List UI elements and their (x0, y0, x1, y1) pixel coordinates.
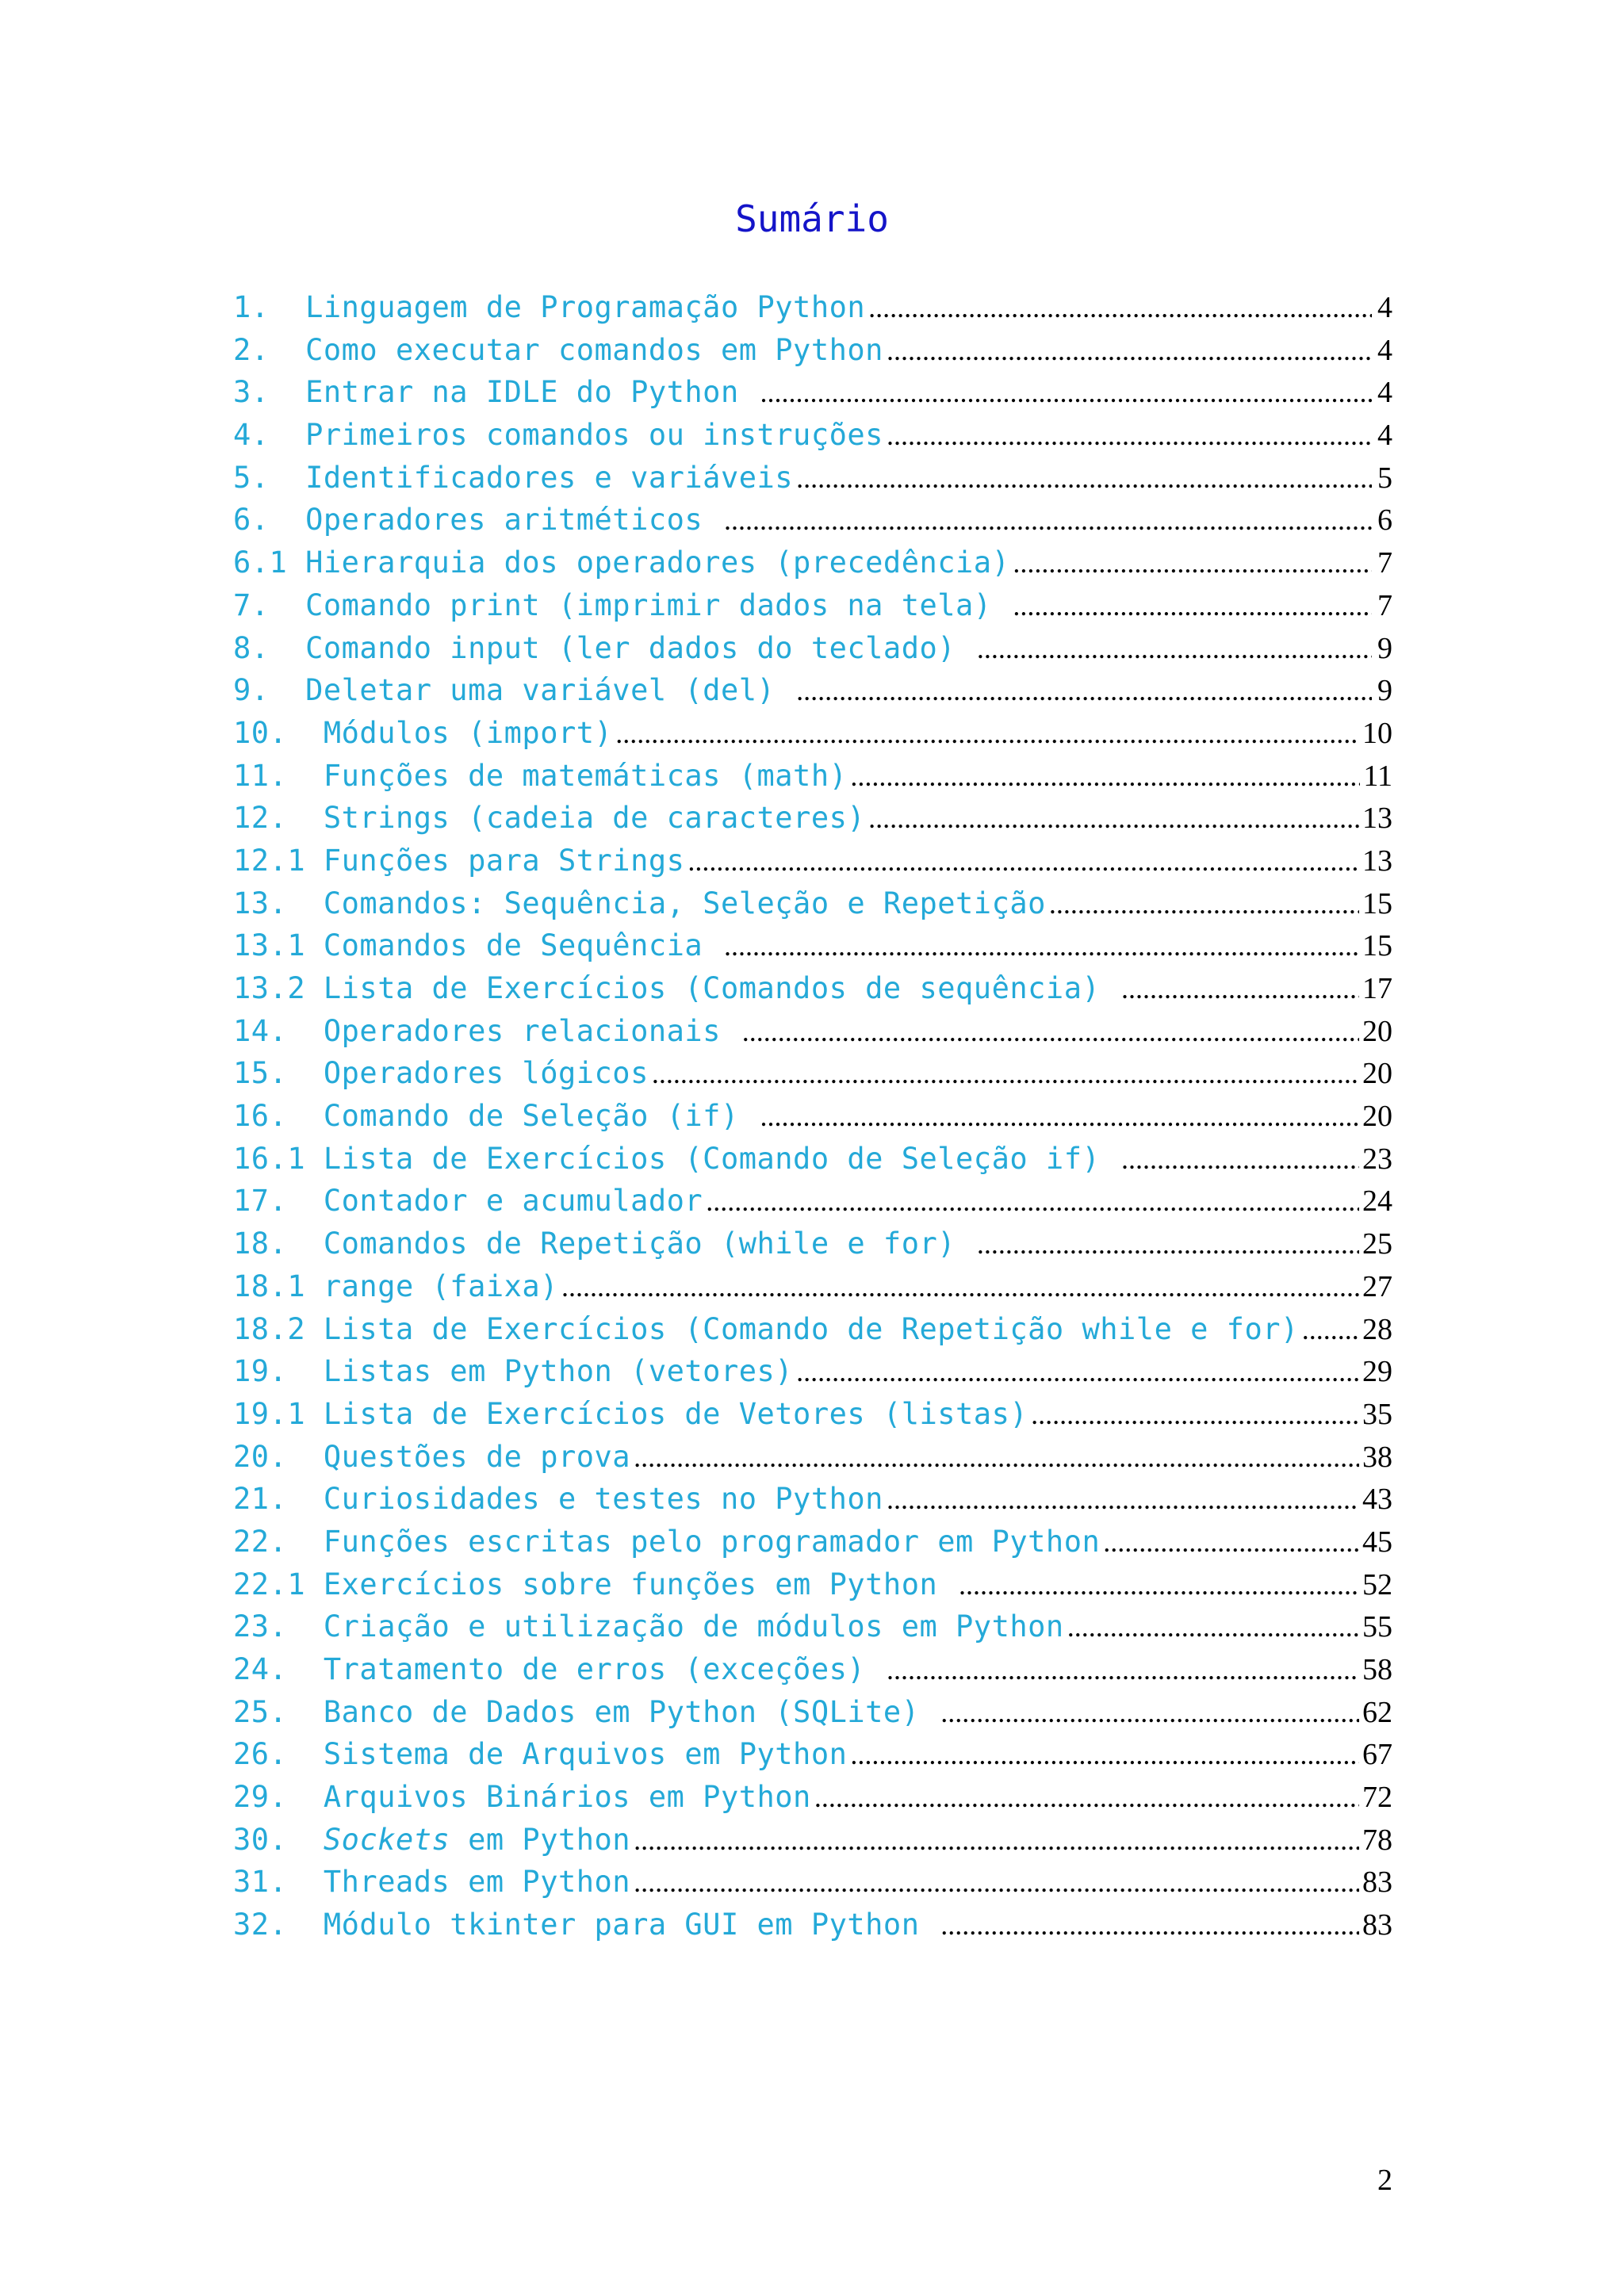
toc-entry[interactable] (233, 1056, 1392, 1099)
toc-entry-page: 27 (1362, 1269, 1392, 1303)
toc-entry-page: 38 (1362, 1440, 1392, 1474)
toc-entry-page: 55 (1362, 1610, 1392, 1644)
toc-entry-page: 5 (1377, 461, 1392, 495)
toc-entry[interactable] (233, 1269, 1392, 1312)
toc-entry[interactable] (233, 673, 1392, 716)
toc-entry-label[interactable]: 32. Módulo tkinter para GUI em Python (233, 1908, 938, 1942)
toc-entry[interactable] (233, 1695, 1392, 1738)
toc-entry-label[interactable]: 22.1 Exercícios sobre funções em Python (233, 1567, 956, 1601)
toc-entry-page: 58 (1362, 1653, 1392, 1686)
toc-entry-label[interactable]: 5. Identificadores e variáveis (233, 460, 794, 495)
toc-entry-page: 9 (1377, 674, 1392, 708)
toc-entry-page: 6 (1377, 503, 1392, 538)
dot-leader (814, 1781, 1359, 1813)
toc-entry-label[interactable]: 4. Primeiros comandos ou instruções (233, 418, 883, 453)
toc-entry[interactable] (233, 461, 1392, 503)
toc-entry[interactable] (233, 1780, 1392, 1823)
toc-entry-page: 35 (1362, 1397, 1392, 1431)
dot-leader (850, 760, 1360, 792)
dot-leader (634, 1441, 1359, 1473)
toc-entry[interactable] (233, 503, 1392, 545)
dot-leader (1049, 888, 1359, 920)
dot-leader (652, 1058, 1359, 1089)
dot-leader (688, 845, 1359, 877)
dot-leader (1103, 1526, 1359, 1558)
toc-entry[interactable] (233, 1609, 1392, 1652)
toc-entry-label[interactable]: 12. Strings (cadeia de caracteres) (233, 801, 866, 836)
dot-leader (959, 1569, 1359, 1601)
toc-entry-label[interactable]: 13.2 Lista de Exercícios (Comandos de sequência) (233, 971, 1119, 1005)
toc-entry[interactable] (233, 1865, 1392, 1908)
toc-entry-label[interactable]: 18.1 range (faixa) (233, 1269, 558, 1303)
toc-entry-label[interactable]: 29. Arquivos Binários em Python (233, 1780, 811, 1815)
toc-entry-label[interactable]: 23. Criação e utilização de módulos em Python (233, 1609, 1064, 1644)
toc-entry-page: 67 (1362, 1738, 1392, 1772)
toc-entry-label[interactable]: 18. Comandos de Repetição (while e for) (233, 1226, 974, 1261)
toc-entry-page: 4 (1377, 376, 1392, 410)
dot-leader (724, 930, 1359, 962)
toc-entry-page: 4 (1377, 419, 1392, 453)
toc-entry[interactable] (233, 1567, 1392, 1610)
dot-leader (977, 1228, 1359, 1260)
toc-entry[interactable] (233, 1354, 1392, 1397)
toc-entry-page: 83 (1362, 1866, 1392, 1900)
toc-entry-page: 4 (1377, 291, 1392, 324)
toc-entry-page: 15 (1362, 886, 1392, 920)
dot-leader (760, 1100, 1359, 1132)
toc-entry-label[interactable]: 1. Linguagem de Programação Python (233, 290, 866, 324)
toc-entry[interactable] (233, 1440, 1392, 1483)
toc-entry-page: 13 (1362, 844, 1392, 878)
page-number: 2 (1377, 2164, 1392, 2197)
dot-leader (796, 462, 1372, 494)
toc-entry-page: 83 (1362, 1908, 1392, 1942)
toc-entry-label-italic: Sockets (323, 1822, 450, 1857)
toc-entry[interactable] (233, 1525, 1392, 1567)
toc-entry-page: 13 (1362, 802, 1392, 836)
dot-leader (940, 1697, 1359, 1728)
dot-leader (887, 419, 1372, 451)
toc-entry-label[interactable]: 30. Sockets em Python (233, 1822, 631, 1857)
dot-leader (1013, 547, 1372, 579)
toc-entry-page: 78 (1362, 1823, 1392, 1857)
toc-entry-page: 45 (1362, 1525, 1392, 1559)
dot-leader (1121, 973, 1359, 1004)
dot-leader (1302, 1314, 1359, 1345)
toc-entry[interactable] (233, 1226, 1392, 1269)
toc-entry-label[interactable]: 6. Operadores aritméticos (233, 503, 721, 538)
dot-leader (1121, 1143, 1359, 1175)
toc-entry-page: 23 (1362, 1142, 1392, 1176)
dot-leader (796, 675, 1372, 706)
dot-leader (977, 633, 1372, 664)
toc-entry-page: 24 (1362, 1184, 1392, 1219)
toc-entry[interactable] (233, 588, 1392, 631)
toc-entry-label[interactable]: 26. Sistema de Arquivos em Python (233, 1737, 848, 1772)
toc-entry-label[interactable]: 8. Comando input (ler dados do teclado) (233, 630, 974, 665)
toc-entry-label[interactable]: 13. Comandos: Sequência, Seleção e Repetição (233, 886, 1046, 920)
toc-entry[interactable] (233, 886, 1392, 929)
toc-entry-page: 43 (1362, 1483, 1392, 1517)
dot-leader (742, 1016, 1359, 1047)
toc-entry-label[interactable]: 22. Funções escritas pelo programador em Python (233, 1524, 1101, 1559)
toc-entry-label[interactable]: 17. Contador e acumulador (233, 1184, 703, 1219)
toc-entry[interactable] (233, 1312, 1392, 1355)
toc-entry-label[interactable]: 15. Operadores lógicos (233, 1056, 649, 1091)
toc-entry[interactable] (233, 1482, 1392, 1525)
toc-entry-label[interactable]: 16. Comando de Seleção (if) (233, 1099, 757, 1134)
toc-entry[interactable] (233, 1737, 1392, 1780)
toc-entry-label[interactable]: 24. Tratamento de erros (exceções) (233, 1652, 883, 1686)
toc-entry-label[interactable]: 19.1 Lista de Exercícios de Vetores (listas) (233, 1396, 1028, 1431)
dot-leader (1031, 1399, 1359, 1430)
toc-entry-page: 29 (1362, 1355, 1392, 1389)
toc-entry-label[interactable]: 16.1 Lista de Exercícios (Comando de Seleção if) (233, 1141, 1119, 1176)
toc-entry-page: 28 (1362, 1312, 1392, 1346)
toc-entry-page: 11 (1363, 759, 1392, 793)
toc-entry-label[interactable]: 21. Curiosidades e testes no Python (233, 1482, 883, 1517)
toc-entry[interactable] (233, 545, 1392, 588)
dot-leader (850, 1739, 1359, 1770)
toc-entry[interactable] (233, 844, 1392, 886)
dot-leader (868, 802, 1359, 834)
dot-leader (1013, 590, 1372, 622)
toc-entry[interactable] (233, 1823, 1392, 1866)
toc-entry[interactable] (233, 1184, 1392, 1226)
toc-entry-label[interactable]: 6.1 Hierarquia dos operadores (precedência) (233, 545, 1010, 580)
dot-leader (561, 1271, 1359, 1303)
table-of-contents (233, 290, 1392, 1950)
toc-entry[interactable] (233, 971, 1392, 1014)
toc-entry[interactable] (233, 631, 1392, 674)
toc-entry[interactable] (233, 1652, 1392, 1695)
dot-leader (634, 1824, 1359, 1856)
toc-entry-page: 7 (1377, 588, 1392, 622)
toc-entry-label[interactable]: 25. Banco de Dados em Python (SQLite) (233, 1694, 938, 1729)
dot-leader (706, 1185, 1359, 1217)
dot-leader (760, 377, 1372, 408)
toc-entry-page: 20 (1362, 1057, 1392, 1091)
dot-leader (724, 504, 1372, 536)
dot-leader (615, 718, 1359, 749)
toc-entry-page: 62 (1362, 1695, 1392, 1729)
toc-entry-page: 72 (1362, 1781, 1392, 1815)
toc-entry[interactable] (233, 1397, 1392, 1440)
toc-entry-page: 4 (1377, 333, 1392, 367)
dot-leader (796, 1356, 1359, 1387)
toc-entry-page: 9 (1377, 631, 1392, 665)
toc-title: Sumário (735, 197, 889, 240)
toc-entry[interactable] (233, 1142, 1392, 1184)
toc-entry[interactable] (233, 759, 1392, 802)
dot-leader (868, 292, 1372, 323)
toc-entry-page: 10 (1362, 716, 1392, 750)
toc-entry[interactable] (233, 716, 1392, 759)
dot-leader (1067, 1611, 1359, 1643)
toc-entry[interactable] (233, 1014, 1392, 1057)
toc-entry[interactable] (233, 418, 1392, 461)
toc-entry-label[interactable]: 10. Módulos (import) (233, 715, 613, 750)
toc-entry-label[interactable]: 3. Entrar na IDLE do Python (233, 375, 757, 410)
toc-entry[interactable] (233, 1908, 1392, 1950)
toc-entry-page: 17 (1362, 972, 1392, 1005)
toc-entry-label[interactable]: 11. Funções de matemáticas (math) (233, 758, 848, 793)
toc-entry[interactable] (233, 333, 1392, 376)
toc-entry-label[interactable]: 2. Como executar comandos em Python (233, 332, 883, 367)
toc-entry-label[interactable]: 13.1 Comandos de Sequência (233, 928, 721, 963)
toc-entry-page: 25 (1362, 1227, 1392, 1261)
toc-entry[interactable] (233, 928, 1392, 971)
toc-entry-label[interactable]: 20. Questões de prova (233, 1439, 631, 1474)
toc-entry-label[interactable]: 18.2 Lista de Exercícios (Comando de Repetição while e for) (233, 1311, 1299, 1346)
toc-entry-page: 20 (1362, 1014, 1392, 1048)
toc-entry-page: 20 (1362, 1100, 1392, 1134)
toc-entry[interactable] (233, 290, 1392, 333)
dot-leader (887, 1483, 1359, 1515)
toc-entry[interactable] (233, 801, 1392, 844)
dot-leader (940, 1909, 1359, 1941)
toc-entry-page: 7 (1377, 546, 1392, 580)
toc-entry-label[interactable]: 14. Operadores relacionais (233, 1013, 739, 1048)
toc-entry-label[interactable]: 31. Threads em Python (233, 1865, 631, 1900)
toc-entry-page: 15 (1362, 929, 1392, 963)
toc-entry-label[interactable]: 7. Comando print (imprimir dados na tela) (233, 587, 1010, 622)
toc-entry-page: 52 (1362, 1567, 1392, 1601)
dot-leader (634, 1866, 1359, 1898)
toc-entry-label[interactable]: 19. Listas em Python (vetores) (233, 1354, 794, 1389)
dot-leader (887, 335, 1372, 366)
dot-leader (887, 1654, 1359, 1686)
toc-entry[interactable] (233, 1099, 1392, 1142)
toc-entry[interactable] (233, 375, 1392, 418)
toc-entry-label[interactable]: 12.1 Funções para Strings (233, 843, 685, 878)
toc-entry-label[interactable]: 9. Deletar uma variável (del) (233, 673, 794, 708)
